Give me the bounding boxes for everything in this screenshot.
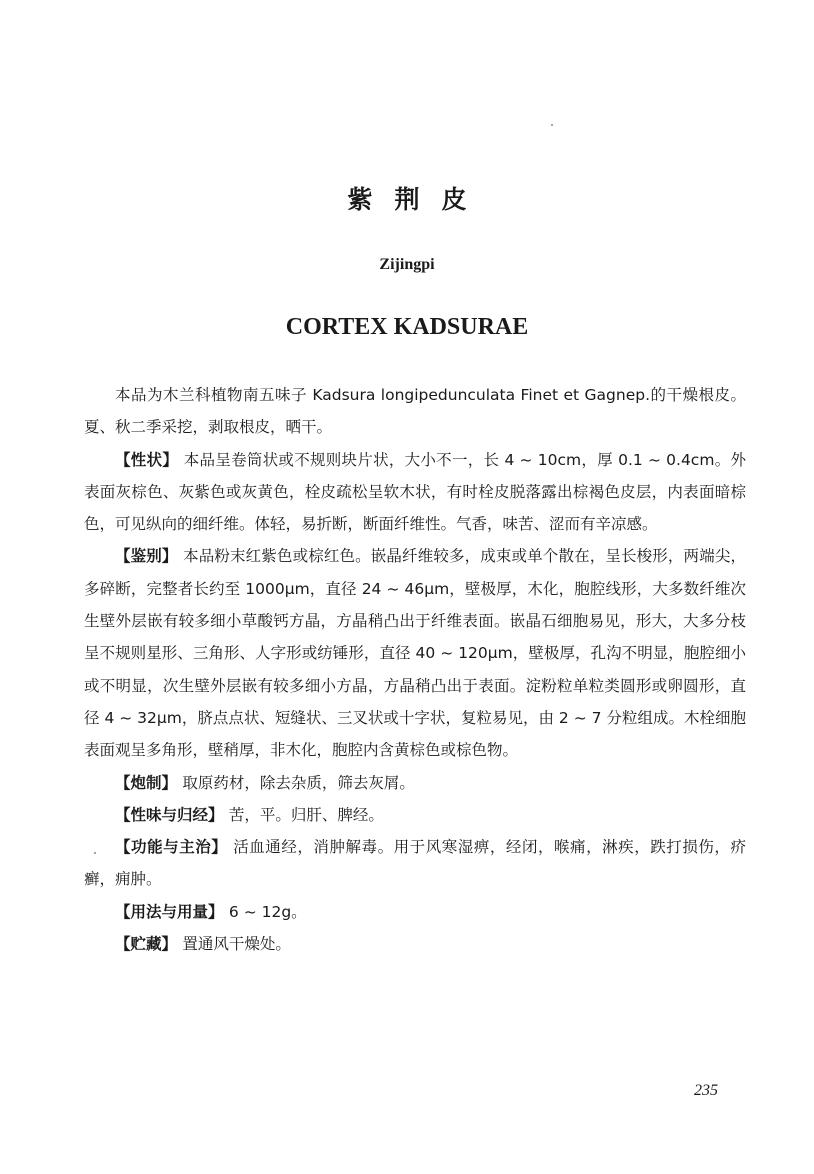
section-heading: 【炮制】 bbox=[115, 773, 178, 792]
section-description bbox=[84, 444, 746, 541]
section-text: 取原药材，除去杂质，筛去灰屑。 bbox=[182, 773, 415, 792]
section-text: 苦，平。归肝、脾经。 bbox=[228, 805, 384, 824]
monograph-body bbox=[84, 379, 746, 960]
section-storage bbox=[84, 928, 746, 960]
intro-paragraph: 本品为木兰科植物南五味子 Kadsura longipedunculata Finet et Gagnep.的干燥根皮。夏、秋二季采挖，剥取根皮，晒干。 bbox=[84, 386, 746, 437]
latin-title: CORTEX KADSURAE bbox=[285, 314, 529, 340]
page-title: 紫荆皮 bbox=[347, 185, 489, 214]
section-heading: 【用法与用量】 bbox=[115, 902, 224, 921]
section-processing bbox=[84, 767, 746, 799]
section-property-meridian bbox=[84, 799, 746, 831]
pinyin-title: Zijingpi bbox=[379, 256, 435, 273]
section-identification bbox=[84, 540, 746, 766]
section-text: 置通风干燥处。 bbox=[182, 935, 291, 954]
scan-speck bbox=[551, 124, 553, 126]
section-heading: 【性味与归经】 bbox=[115, 805, 224, 824]
section-text: 活血通经，消肿解毒。用于风寒湿痹，经闭，喉痛，淋疾，跌打损伤，疥癣，痈肿。 bbox=[84, 838, 746, 889]
page-number: 235 bbox=[694, 1082, 718, 1099]
section-heading: 【贮藏】 bbox=[115, 935, 178, 954]
section-heading: 【鉴别】 bbox=[115, 547, 178, 566]
scan-speck bbox=[94, 852, 96, 854]
section-heading: 【性状】 bbox=[115, 450, 179, 469]
section-text: 本品粉末红紫色或棕红色。嵌晶纤维较多，成束或单个散在，呈长梭形，两端尖，多碎断，完整者长约至 1000μm，直径 24 ~ 46μm，壁极厚，木化，胞腔线形，大多数纤维次生壁外层嵌有较多细小草酸钙方晶，方晶稍凸出于纤维表面。嵌晶石细胞易见，形大，大多分枝呈不规则星形、三角形、人字形或纺锤形，直径 40 ~ 120μm，壁极厚，孔沟不明显，胞腔细小或不明显，次生壁外层嵌有较多细小方晶，方晶稍凸出于表面。淀粉粒单粒类圆形或卵圆形，直径 4 ~ 32μm，脐点点状、短缝状、三叉状或十字状，复粒易见，由 2 ~ 7 分粒组成。木栓细胞表面观呈多角形，壁稍厚，非木化，胞腔内含黄棕色或棕色物。 bbox=[84, 547, 746, 760]
section-dosage bbox=[84, 896, 746, 928]
section-text: 本品呈卷筒状或不规则块片状，大小不一，长 4 ~ 10cm，厚 0.1 ~ 0.4cm。外表面灰棕色、灰紫色或灰黄色，栓皮疏松呈软木状，有时栓皮脱落露出棕褐色皮层，内表面暗棕色，可见纵向的细纤维。体轻，易折断，断面纤维性。气香，味苦、涩而有辛凉感。 bbox=[84, 450, 746, 534]
section-function-indication bbox=[84, 831, 746, 896]
section-heading: 【功能与主治】 bbox=[115, 838, 228, 857]
section-text: 6 ~ 12g。 bbox=[228, 902, 307, 921]
